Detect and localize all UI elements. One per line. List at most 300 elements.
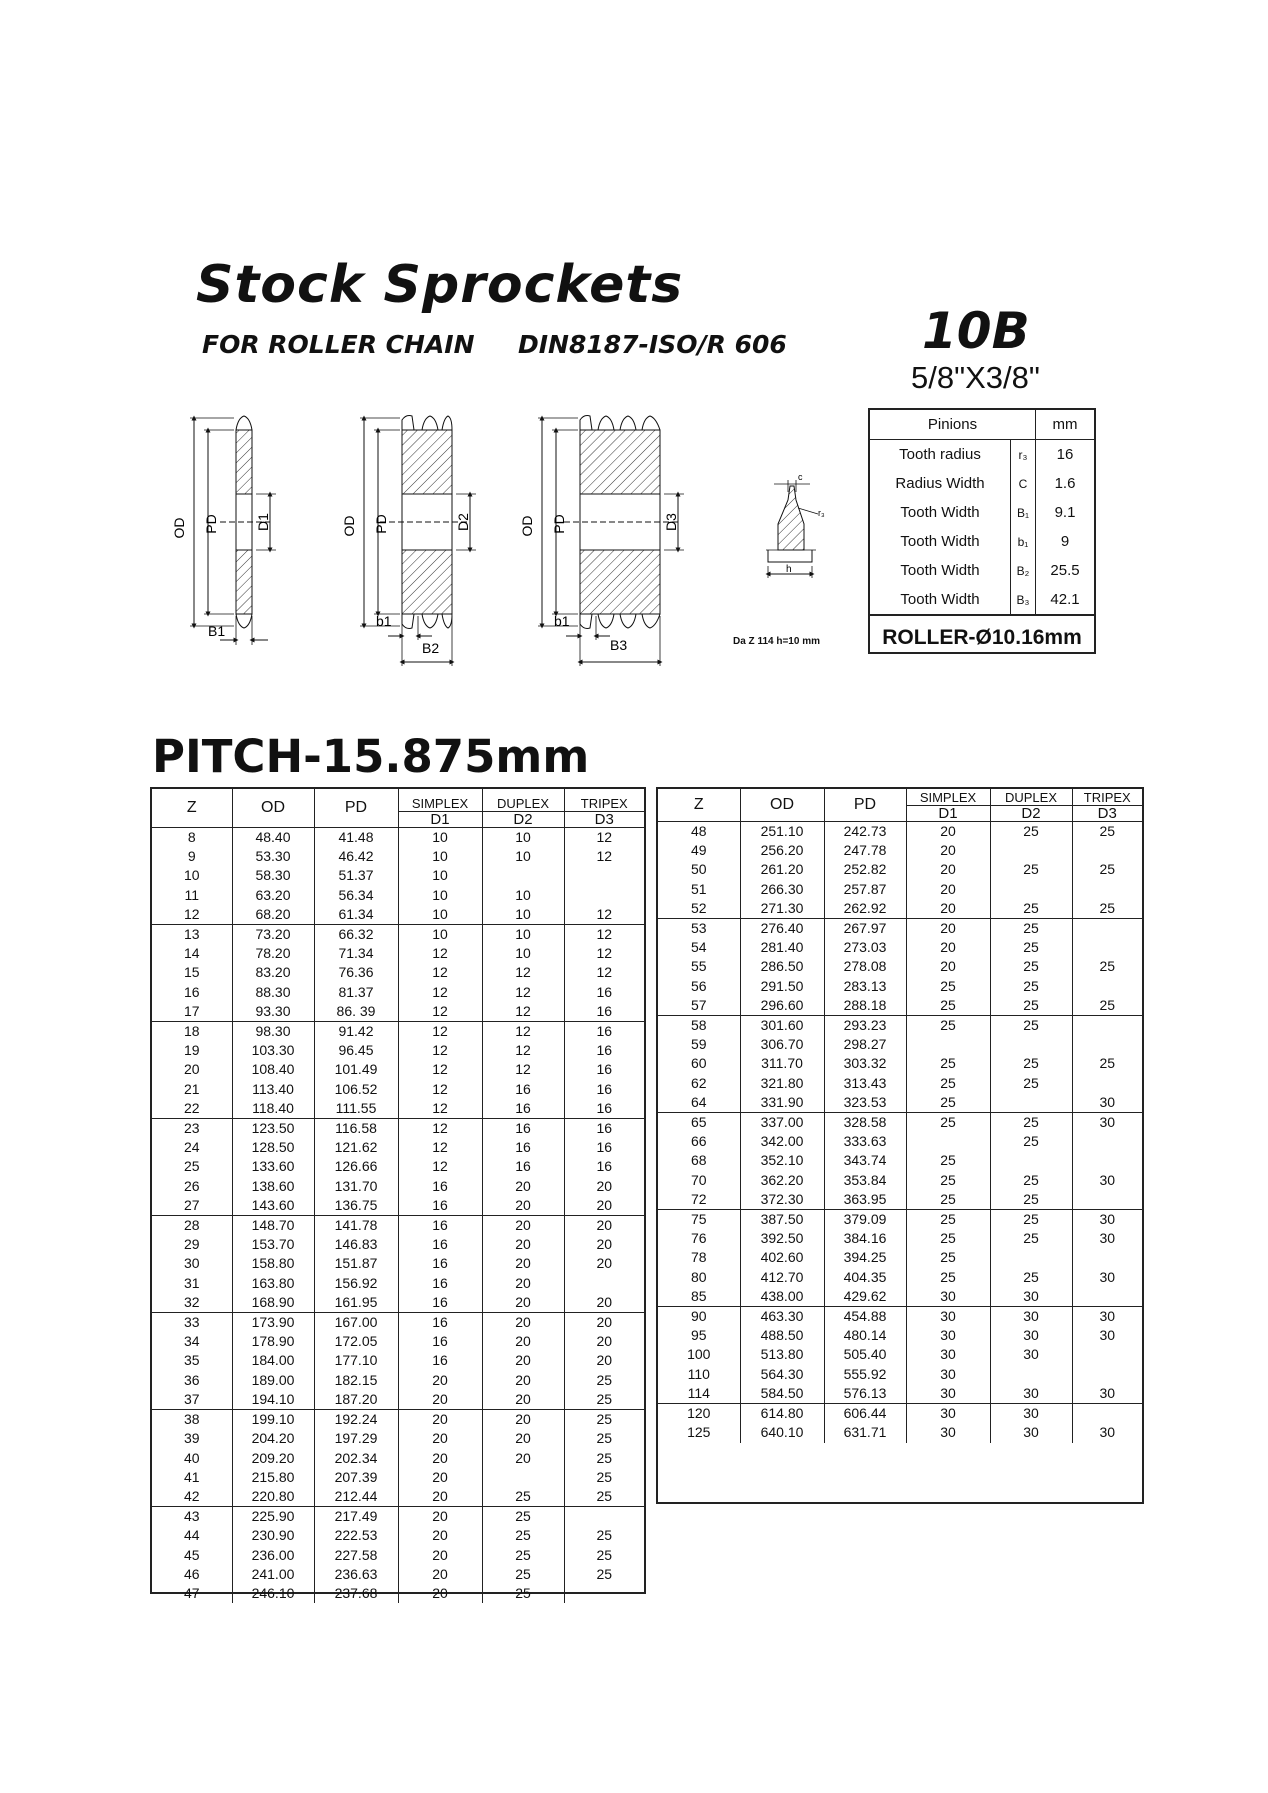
cell-d3 [1072,1365,1142,1384]
cell-d1: 20 [906,938,990,957]
cell-z: 43 [152,1507,232,1527]
table-row [658,1345,1142,1364]
cell-d3: 25 [1099,861,1116,878]
col-header-od: OD [232,789,314,828]
cell-d1: 20 [906,841,990,860]
cell-z: 64 [658,1093,740,1113]
cell-d2 [482,866,564,885]
table-row [658,1093,1142,1113]
cell-d3: 30 [1099,1230,1116,1247]
cell-d2: 25 [990,1210,1072,1230]
cell-z: 13 [152,925,232,945]
spec-row-name: Radius Width [870,469,1011,498]
simplex-diagram [171,416,276,645]
cell-d1: 12 [398,1157,482,1176]
cell-pd: 303.32 [824,1054,906,1073]
cell-z: 38 [152,1410,232,1430]
table-row [152,944,644,963]
cell-d2: 10 [482,847,564,866]
table-row [658,957,1142,976]
cell-pd: 111.55 [314,1099,398,1119]
cell-pd: 212.44 [314,1487,398,1507]
cell-pd: 116.58 [314,1119,398,1139]
cell-d2: 12 [482,1060,564,1079]
cell-d1: 16 [398,1274,482,1293]
tripex-diagram [519,416,684,667]
cell-z: 30 [152,1254,232,1273]
b3-label: B3 [610,637,628,653]
cell-d2: 25 [990,860,1072,879]
table-row [658,1016,1142,1036]
cell-z: 16 [152,983,232,1002]
table-row [152,1487,644,1507]
cell-d3 [1072,1035,1142,1054]
cell-d3 [564,1274,644,1293]
cell-d1: 25 [906,1190,990,1210]
col-header-pd: PD [824,789,906,822]
cell-d2: 30 [990,1307,1072,1327]
cell-od: 88.30 [232,983,314,1002]
cell-d1: 20 [906,919,990,939]
cell-pd: 288.18 [824,996,906,1016]
table-row [152,1565,644,1584]
cell-d3: 16 [596,1061,613,1078]
cell-d2: 20 [482,1293,564,1313]
cell-d2 [990,841,1072,860]
cell-od: 138.60 [232,1177,314,1196]
cell-d1: 25 [906,1113,990,1133]
cell-d1: 10 [398,905,482,925]
cell-d1: 20 [398,1410,482,1430]
cell-od: 438.00 [740,1287,824,1307]
b1-lower-label-2: b1 [554,613,570,629]
cell-pd: 343.74 [824,1151,906,1170]
cell-d1: 20 [906,860,990,879]
cell-d2: 25 [482,1546,564,1565]
cell-od: 209.20 [232,1449,314,1468]
table-row [152,1157,644,1176]
cell-d2: 25 [990,938,1072,957]
cell-z: 95 [658,1326,740,1345]
cell-d2 [990,1248,1072,1267]
cell-d3: 25 [1072,996,1142,1016]
cell-od: 342.00 [740,1132,824,1151]
cell-pd: 131.70 [314,1177,398,1196]
table-row [152,1177,644,1196]
cell-d1: 30 [906,1307,990,1327]
table-row [152,1041,644,1060]
cell-d2: 25 [990,957,1072,976]
cell-od: 236.00 [232,1546,314,1565]
table-right-body [658,822,1142,1443]
cell-pd: 151.87 [314,1254,398,1273]
cell-d3: 16 [596,1139,613,1156]
cell-d1: 10 [398,886,482,905]
cell-od: 168.90 [232,1293,314,1313]
cell-z: 33 [152,1313,232,1333]
cell-d2: 25 [990,1016,1072,1036]
cell-d1: 20 [398,1526,482,1545]
cell-od: 163.80 [232,1274,314,1293]
cell-od: 143.60 [232,1196,314,1216]
cell-d1: 12 [398,1041,482,1060]
cell-pd: 273.03 [824,938,906,957]
cell-d1: 20 [398,1429,482,1448]
cell-d3: 16 [564,1002,644,1022]
cell-d3 [1072,1190,1142,1210]
cell-od: 306.70 [740,1035,824,1054]
cell-d2: 30 [990,1404,1072,1424]
cell-pd: 328.58 [824,1113,906,1133]
cell-pd: 182.15 [314,1371,398,1390]
cell-z: 68 [658,1151,740,1170]
cell-d2: 16 [482,1138,564,1157]
cell-d1: 16 [398,1235,482,1254]
cell-d3 [1072,977,1142,996]
cell-z: 39 [152,1429,232,1448]
table-row [658,1287,1142,1307]
table-row [152,1022,644,1042]
cell-z: 78 [658,1248,740,1267]
table-row [152,1293,644,1313]
d2-label: D2 [455,513,471,531]
cell-od: 173.90 [232,1313,314,1333]
cell-z: 65 [658,1113,740,1133]
cell-pd: 96.45 [314,1041,398,1060]
col-header-simplex [398,789,482,828]
cell-od: 63.20 [232,886,314,905]
cell-d1: 20 [398,1507,482,1527]
table-row [152,983,644,1002]
cell-pd: 353.84 [824,1171,906,1190]
cell-pd: 505.40 [824,1345,906,1364]
cell-d1: 25 [906,1171,990,1190]
sprocket-table-right [656,787,1144,1504]
od-label-1: OD [171,517,187,539]
table-row [152,1196,644,1216]
cell-od: 513.80 [740,1345,824,1364]
cell-d2: 20 [482,1390,564,1410]
cell-d3 [1072,1404,1142,1424]
cell-z: 55 [658,957,740,976]
cell-d2: 30 [990,1345,1072,1364]
cell-d2: 25 [482,1487,564,1507]
cell-od: 194.10 [232,1390,314,1410]
cell-z: 90 [658,1307,740,1327]
table-row [658,1326,1142,1345]
cell-d2 [990,1093,1072,1113]
cell-od: 640.10 [740,1423,824,1442]
table-row [152,1080,644,1099]
cell-z: 9 [152,847,232,866]
cell-od: 68.20 [232,905,314,925]
sprocket-table-left [150,787,646,1601]
table-row [658,919,1142,939]
cell-od: 412.70 [740,1268,824,1287]
cell-od: 392.50 [740,1229,824,1248]
cell-z: 40 [152,1449,232,1468]
cell-d3: 12 [596,829,613,845]
table-row [152,925,644,945]
cell-d1: 12 [398,1080,482,1099]
cell-d2: 30 [990,1384,1072,1404]
col-header-simplex-label: SIMPLEX [399,797,482,812]
cell-od: 301.60 [740,1016,824,1036]
cell-d2 [990,1151,1072,1170]
cell-d2: 25 [990,1113,1072,1133]
cell-od: 271.30 [740,899,824,919]
col-header-tripex [564,789,644,828]
cell-d3: 12 [564,905,644,925]
cell-pd: 61.34 [314,905,398,925]
cell-d2: 25 [990,977,1072,996]
cell-d1: 12 [398,1119,482,1139]
cell-d3 [564,866,644,885]
table-row [658,880,1142,899]
cell-z: 54 [658,938,740,957]
cell-d3: 20 [596,1177,613,1194]
cell-z: 37 [152,1390,232,1410]
cell-d1: 10 [398,925,482,945]
cell-d1: 25 [906,1054,990,1073]
cell-pd: 71.34 [314,944,398,963]
cell-d2: 25 [482,1584,564,1603]
table-row [152,1410,644,1430]
spec-row-symbol: B₁ [1011,498,1036,527]
cell-pd: 606.44 [824,1404,906,1424]
cell-pd: 394.25 [824,1248,906,1267]
cell-od: 118.40 [232,1099,314,1119]
cell-z: 60 [658,1054,740,1073]
cell-d2: 12 [482,1002,564,1022]
cell-z: 80 [658,1268,740,1287]
cell-od: 108.40 [232,1060,314,1079]
cell-od: 402.60 [740,1248,824,1267]
cell-od: 78.20 [232,944,314,963]
table-row [658,1229,1142,1248]
spec-row-name: Tooth radius [870,440,1011,470]
cell-z: 58 [658,1016,740,1036]
cell-pd: 91.42 [314,1022,398,1042]
cell-z: 11 [152,886,232,905]
cell-d3: 30 [1099,1268,1116,1285]
cell-d3: 20 [596,1314,613,1331]
cell-z: 32 [152,1293,232,1313]
spec-row-symbol: C [1011,469,1036,498]
table-row [152,1138,644,1157]
cell-d1: 16 [398,1177,482,1196]
cell-pd: 333.63 [824,1132,906,1151]
cell-od: 93.30 [232,1002,314,1022]
cell-z: 21 [152,1080,232,1099]
cell-pd: 293.23 [824,1016,906,1036]
cell-pd: 631.71 [824,1423,906,1442]
standard-label: DIN8187-ISO/R 606 [518,330,787,359]
table-row [658,1248,1142,1267]
cell-d1: 25 [906,1151,990,1170]
cell-od: 184.00 [232,1351,314,1370]
cell-d1: 25 [906,1248,990,1267]
cell-d2 [990,1365,1072,1384]
col-header-d1: D1 [938,805,958,822]
cell-od: 178.90 [232,1332,314,1351]
cell-pd: 177.10 [314,1351,398,1370]
cell-pd: 222.53 [314,1526,398,1545]
pitch-title: PITCH-15.875mm [152,730,590,783]
cell-d3: 25 [596,1527,613,1544]
cell-d1: 16 [398,1216,482,1236]
cell-d3: 20 [564,1293,644,1313]
cell-z: 26 [152,1177,232,1196]
cell-d3: 30 [1099,1211,1116,1228]
cell-d1: 20 [398,1371,482,1390]
col-header-z: Z [152,789,232,828]
cell-pd: 298.27 [824,1035,906,1054]
cell-od: 123.50 [232,1119,314,1139]
cell-od: 98.30 [232,1022,314,1042]
cell-d1: 20 [906,880,990,899]
cell-d3: 12 [596,964,613,981]
cell-d3: 20 [596,1333,613,1350]
cell-d3 [1072,1345,1142,1364]
cell-od: 48.40 [232,828,314,848]
cell-od: 387.50 [740,1210,824,1230]
col-header-tripex-label: TRIPEX [1073,791,1143,806]
cell-d3: 25 [1099,1055,1116,1072]
cell-d1: 12 [398,1099,482,1119]
cell-d2: 20 [482,1449,564,1468]
cell-od: 133.60 [232,1157,314,1176]
table-row [658,1365,1142,1384]
cell-d3 [1072,1151,1142,1170]
cell-d1: 30 [906,1326,990,1345]
cell-d3: 25 [596,1565,613,1582]
cell-z: 17 [152,1002,232,1022]
cell-d3: 25 [1099,958,1116,975]
cell-od: 158.80 [232,1254,314,1273]
table-row [152,963,644,982]
d3-label: D3 [663,513,679,531]
cell-d2: 20 [482,1429,564,1448]
col-header-simplex [906,789,990,822]
cell-d1: 30 [906,1345,990,1364]
cell-pd: 242.73 [824,822,906,842]
cell-d2: 20 [482,1351,564,1370]
cell-od: 148.70 [232,1216,314,1236]
cell-d2: 30 [990,1287,1072,1307]
cell-d2: 20 [482,1235,564,1254]
cell-od: 488.50 [740,1326,824,1345]
cell-pd: 429.62 [824,1287,906,1307]
table-row [152,1468,644,1487]
cell-d3: 16 [596,1080,613,1097]
cell-z: 50 [658,860,740,879]
spec-header-name: Pinions [870,410,1036,440]
col-header-od: OD [740,789,824,822]
cell-d1: 30 [906,1365,990,1384]
cell-d3: 20 [596,1352,613,1369]
c-label: c [798,472,803,482]
cell-d1: 12 [398,944,482,963]
cell-d2: 10 [482,905,564,925]
cell-pd: 247.78 [824,841,906,860]
cell-od: 614.80 [740,1404,824,1424]
cell-d1: 16 [398,1196,482,1216]
table-left-body [152,828,644,1604]
cell-d3: 25 [596,1371,613,1388]
cell-z: 8 [152,828,232,848]
table-row [152,1449,644,1468]
cell-pd: 46.42 [314,847,398,866]
cell-d2: 20 [482,1254,564,1273]
cell-d3: 12 [596,945,613,962]
cell-d1: 20 [398,1584,482,1603]
spec-row-symbol: r₃ [1011,440,1036,470]
cell-d2: 20 [482,1274,564,1293]
cell-z: 70 [658,1171,740,1190]
cell-d3 [1072,919,1142,939]
chain-size: 10B [922,302,1030,360]
cell-z: 53 [658,919,740,939]
cell-od: 276.40 [740,919,824,939]
cell-pd: 101.49 [314,1060,398,1079]
cell-pd: 187.20 [314,1390,398,1410]
cell-z: 42 [152,1487,232,1507]
cell-pd: 146.83 [314,1235,398,1254]
cell-z: 47 [152,1584,232,1603]
spec-row-value: 1.6 [1054,475,1076,492]
cell-od: 73.20 [232,925,314,945]
cell-d2: 12 [482,983,564,1002]
cell-pd: 237.68 [314,1584,398,1603]
cell-z: 23 [152,1119,232,1139]
cell-d2: 30 [990,1423,1072,1442]
roller-diameter: ROLLER-Ø10.16mm [870,614,1094,660]
cell-pd: 197.29 [314,1429,398,1448]
table-row [658,938,1142,957]
cell-pd: 51.37 [314,866,398,885]
cell-od: 246.10 [232,1584,314,1603]
h-label: h [786,564,792,575]
table-row [658,1074,1142,1093]
cell-d2: 25 [990,1190,1072,1210]
col-header-simplex-label: SIMPLEX [907,791,990,806]
cell-z: 18 [152,1022,232,1042]
cell-d3: 30 [1099,1424,1116,1441]
cell-z: 56 [658,977,740,996]
table-row [152,1254,644,1273]
cell-pd: 56.34 [314,886,398,905]
table-row [152,1546,644,1565]
cell-d3 [1072,1074,1142,1093]
cell-od: 230.90 [232,1526,314,1545]
cell-d2: 20 [482,1410,564,1430]
cell-d3: 30 [1099,1114,1116,1131]
cell-pd: 161.95 [314,1293,398,1313]
spec-row-symbol: B₂ [1011,556,1036,585]
col-header-d3: D3 [594,811,614,828]
pd-label-3: PD [551,514,567,534]
cell-od: 153.70 [232,1235,314,1254]
od-label-3: OD [519,515,535,537]
cell-d1: 12 [398,1138,482,1157]
b2-label: B2 [422,640,440,656]
table-row [658,1113,1142,1133]
cell-d2: 20 [482,1177,564,1196]
table-row [658,1054,1142,1073]
cell-od: 251.10 [740,822,824,842]
cell-d1: 25 [906,1093,990,1113]
